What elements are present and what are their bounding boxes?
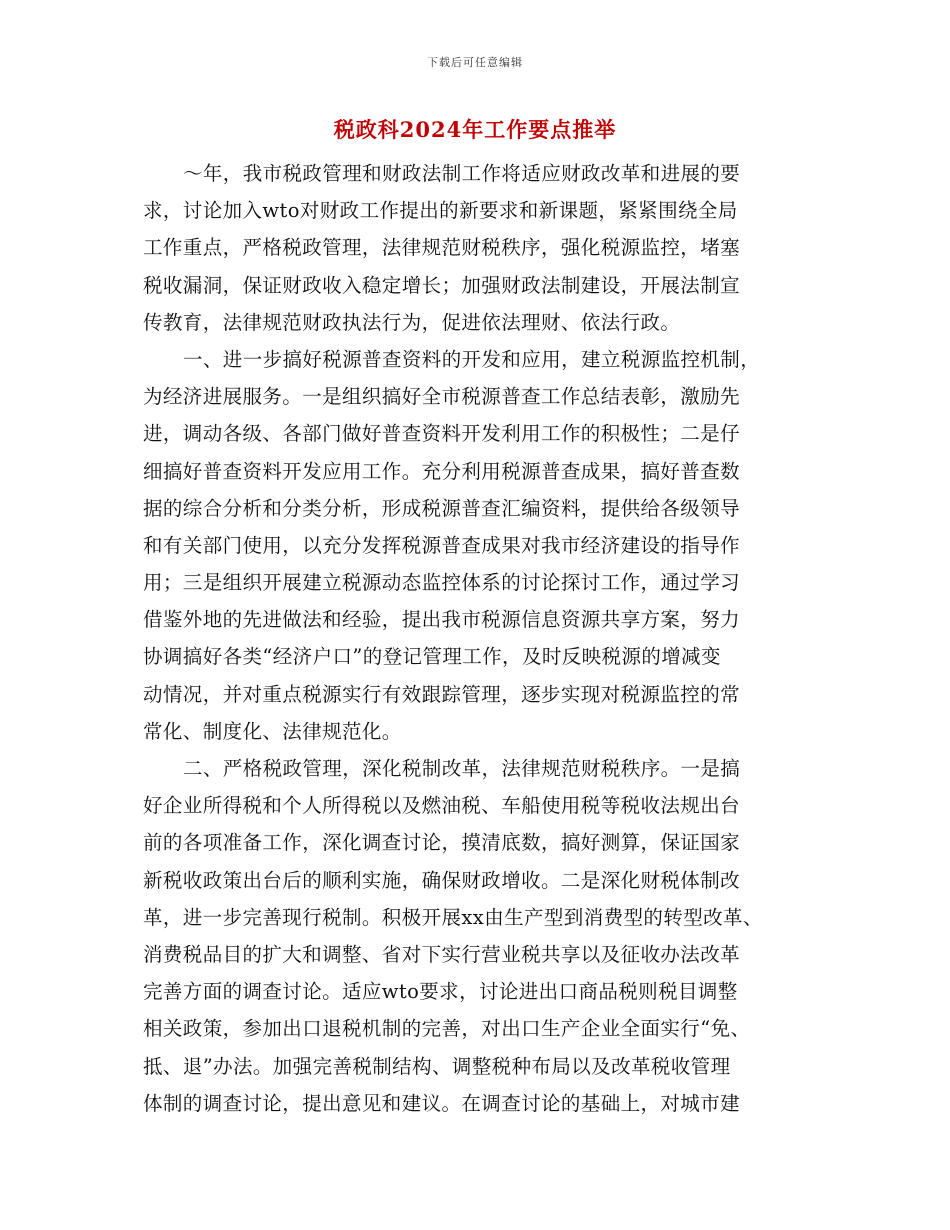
text-line: 体制的调查讨论，提出意见和建议。在调查讨论的基础上，对城市建 xyxy=(143,1091,741,1115)
text-line: 借鉴外地的先进做法和经验，提出我市税源信息资源共享方案，努力 xyxy=(143,608,741,632)
text-line: 抵、退”办法。加强完善税制结构、调整税种布局以及改革税收管理 xyxy=(143,1054,731,1078)
text-line: 消费税品目的扩大和调整、省对下实行营业税共享以及征收办法改革 xyxy=(143,942,741,966)
paragraph-intro xyxy=(143,155,815,341)
text-line: 细搞好普查资料开发应用工作。充分利用税源普查成果，搞好普查数 xyxy=(143,459,741,483)
text-line: 税收漏洞，保证财政收入稳定增长；加强财政法制建设，开展法制宣 xyxy=(143,273,741,297)
text-line: 动情况，并对重点税源实行有效跟踪管理，逐步实现对税源监控的常 xyxy=(143,682,741,706)
text-line: 革，进一步完善现行税制。积极开展xx由生产型到消费型的转型改革、 xyxy=(143,905,763,929)
text-line: 好企业所得税和个人所得税以及燃油税、车船使用税等税收法规出台 xyxy=(143,794,741,818)
text-line: 相关政策，参加出口退税机制的完善，对出口生产企业全面实行“免、 xyxy=(143,1017,751,1041)
text-line: 一、进一步搞好税源普查资料的开发和应用，建立税源监控机制， xyxy=(183,347,761,371)
document-body xyxy=(143,155,815,1122)
text-line: 前的各项准备工作，深化调查讨论，摸清底数，搞好测算，保证国家 xyxy=(143,831,741,855)
text-line: 据的综合分析和分类分析，形成税源普查汇编资料，提供给各级领导 xyxy=(143,496,741,520)
text-line: 求，讨论加入wto对财政工作提出的新要求和新课题，紧紧围绕全局 xyxy=(143,199,738,223)
text-line: 进，调动各级、各部门做好普查资料开发利用工作的积极性；二是仔 xyxy=(143,422,741,446)
text-line: 二、严格税政管理，深化税制改革，法律规范财税秩序。一是搞 xyxy=(183,757,741,780)
paragraph-section-2 xyxy=(143,750,815,1122)
document-title: 税政科2024年工作要点推举 xyxy=(333,117,617,142)
text-line: ～年，我市税政管理和财政法制工作将适应财政改革和进展的要 xyxy=(183,162,741,185)
text-line: 常化、制度化、法律规范化。 xyxy=(143,719,402,743)
text-line: 和有关部门使用，以充分发挥税源普查成果对我市经济建设的指导作 xyxy=(143,533,741,557)
text-line: 新税收政策出台后的顺利实施，确保财政增收。二是深化财税体制改 xyxy=(143,868,741,892)
text-line: 为经济进展服务。一是组织搞好全市税源普查工作总结表彰，激励先 xyxy=(143,385,741,409)
text-line: 工作重点，严格税政管理，法律规范财税秩序，强化税源监控，堵塞 xyxy=(143,236,741,260)
text-line: 传教育，法律规范财政执法行为，促进依法理财、依法行政。 xyxy=(143,310,681,334)
paragraph-section-1 xyxy=(143,341,815,750)
page-header-note: 下载后可任意编辑 xyxy=(427,56,523,69)
text-line: 协调搞好各类“经济户口”的登记管理工作，及时反映税源的增减变 xyxy=(143,645,721,669)
text-line: 用；三是组织开展建立税源动态监控体系的讨论探讨工作，通过学习 xyxy=(143,571,741,595)
text-line: 完善方面的调查讨论。适应wto要求，讨论进出口商品税则税目调整 xyxy=(143,980,738,1004)
